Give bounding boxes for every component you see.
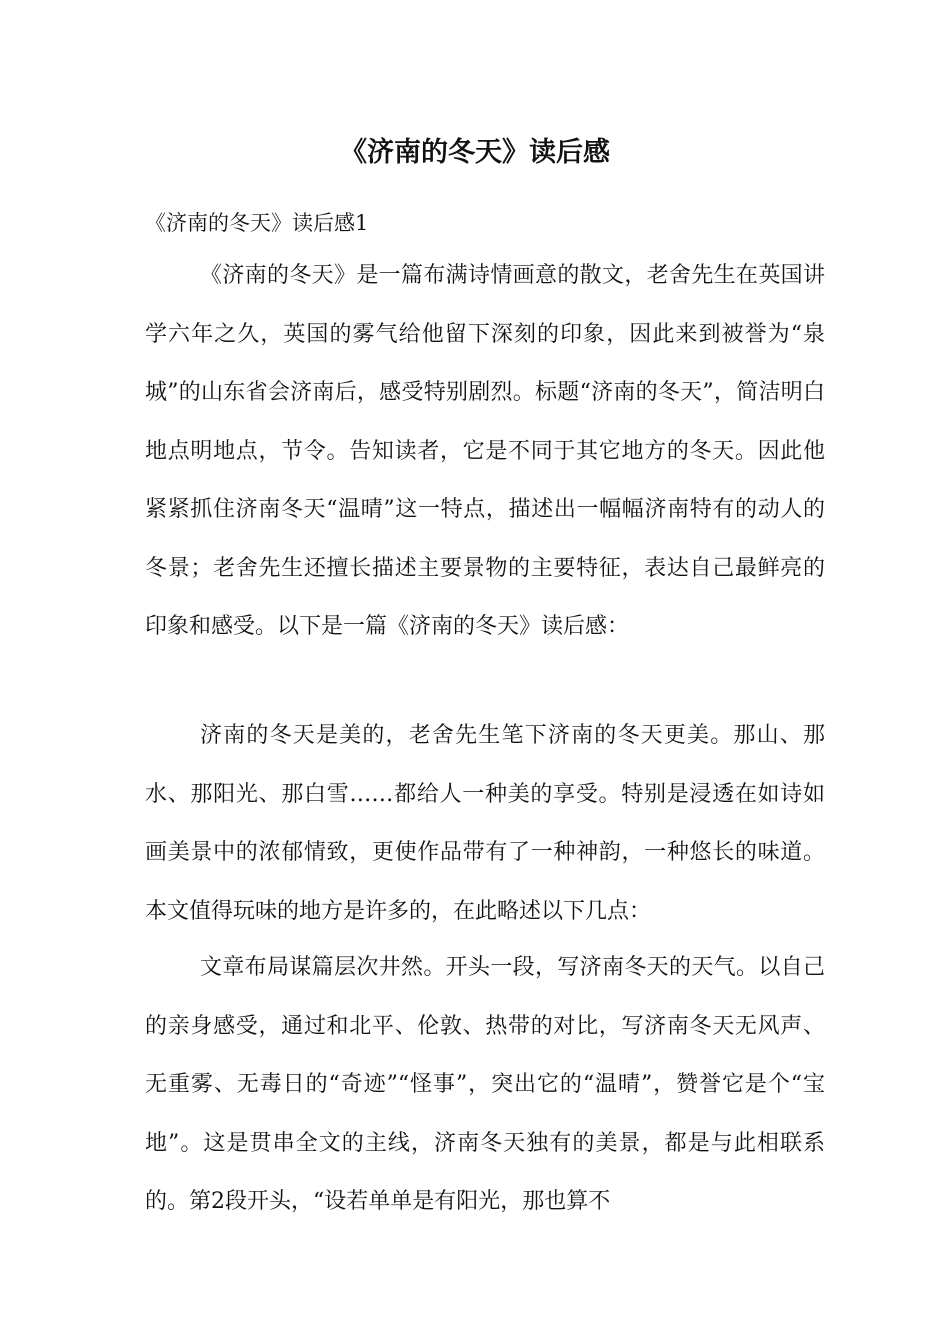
paragraph-structure: 文章布局谋篇层次井然。开头一段，写济南冬天的天气。以自己的亲身感受，通过和北平、伦敦、热带的对比，写济南冬天无风声、无重雾、无毒日的“奇迹”“怪事”，突出它的“温晴”，赞誉它是个“宝地”。这是贯串全文的主线，济南冬天独有的美景，都是与此相联系的。第2段开头，“设若单单是有阳光，那也算不 <box>145 955 825 1214</box>
paragraph-beauty: 济南的冬天是美的，老舍先生笔下济南的冬天更美。那山、那水、那阳光、那白雪……都给人一种美的享受。特别是浸透在如诗如画美景中的浓郁情致，更使作品带有了一种神韵，一种悠长的味道。本文值得玩味的地方是许多的，在此略述以下几点： <box>145 723 825 924</box>
document-title: 《济南的冬天》读后感 <box>340 137 610 168</box>
paragraph-intro: 《济南的冬天》是一篇布满诗情画意的散文，老舍先生在英国讲学六年之久，英国的雾气给他留下深刻的印象，因此来到被誉为“泉城”的山东省会济南后，感受特别剧烈。标题“济南的冬天”，简洁明白地点明地点，节令。告知读者，它是不同于其它地方的冬天。因此他紧紧抓住济南冬天“温晴”这一特点，描述出一幅幅济南特有的动人的冬景；老舍先生还擅长描述主要景物的主要特征，表达自己最鲜亮的印象和感受。以下是一篇《济南的冬天》读后感： <box>145 263 825 639</box>
section-heading: 《济南的冬天》读后感1 <box>145 211 369 235</box>
